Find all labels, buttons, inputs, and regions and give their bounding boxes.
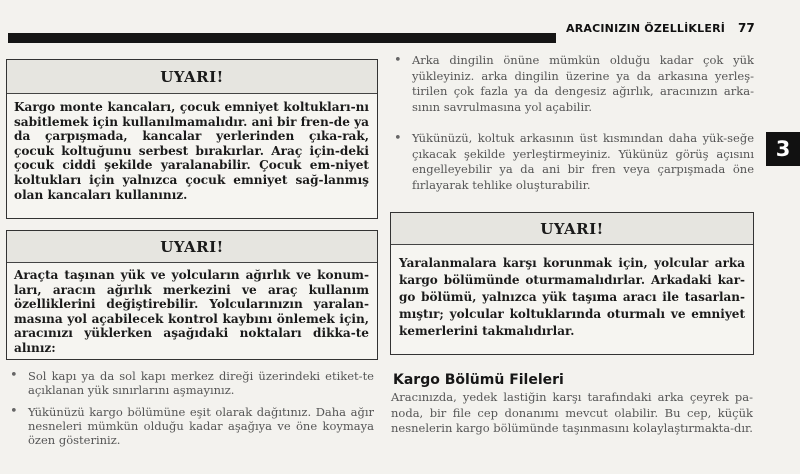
left-bullet-list [8, 369, 374, 447]
chapter-tab: 3 [766, 132, 800, 166]
bullet-dot-icon: • [10, 404, 18, 419]
bullet-dot-icon: • [394, 131, 402, 146]
warning-text: Araçta taşınan yük ve yolcuların ağırlık ve konum-ları, aracın ağırlık merkezini ve araç kullanım özelliklerini değiştirebilir. Yolcularınızın yaralan-masına yol açabilecek kontrol kaybını önlemek için, aracınızı yüklerken aşağıdaki noktaları dikka-te alınız: [14, 268, 369, 355]
warning-title: UYARI! [7, 60, 377, 94]
warning-box-passengers [390, 212, 754, 355]
section-body: Aracınızda, yedek lastiğin karşı tarafındaki arka çeyrek pa-noda, bir file cep donanımı mevcut olabilir. Bu cep, küçük nesnelerin kargo bölümünde taşınmasını kolaylaştırmakta-dır. [391, 390, 753, 435]
list-item [8, 369, 374, 397]
warning-box-load-distribution [6, 230, 378, 360]
warning-box-child-seat [6, 59, 378, 219]
list-item [392, 131, 754, 193]
bullet-text: Yükünüzü, koltuk arkasının üst kısmından daha yük-seğe çıkacak şekilde yerleştirmeyiniz. Yükünüz görüş açısını engelleyebilir ya da ani bir fren veya çarpışmada öne fırlayarak tehlike oluşturabilir. [412, 131, 754, 192]
list-item [8, 405, 374, 447]
bullet-dot-icon: • [394, 53, 402, 68]
warning-text: Kargo monte kancaları, çocuk emniyet koltukları-nı sabitlemek için kullanılmamalıdır. ani bir fren-de ya da çarpışmada, kancalar yerlerinden çıka-rak, çocuk koltuğunu serbest bırakırlar. Araç için-deki çocuk ciddi şekilde yaralanabilir. Çocuk em-niyet koltukları için yalnızca çocuk emniyet sağ-lanmış olan kancaları kullanınız. [14, 100, 369, 202]
warning-title: UYARI! [7, 231, 377, 263]
bullet-text: Yükünüzü kargo bölümüne eşit olarak dağıtınız. Daha ağır nesneleri mümkün olduğu kadar aşağıya ve öne koymaya özen gösteriniz. [28, 405, 374, 447]
warning-text: Yaralanmalara karşı korunmak için, yolcular arka kargo bölümünde oturmamalıdırlar. Arkadaki kar-go bölümü, yalnızca yük taşıma aracı ile tasarlan-mıştır; yolcular koltuklarında oturmalı ve emniyet kemerlerini takmalıdırlar. [399, 256, 745, 338]
bullet-text: Sol kapı ya da sol kapı merkez direği üzerindeki etiket-te açıklanan yük sınırlarını aşmayınız. [28, 369, 374, 397]
right-bullet-list [392, 53, 754, 193]
header-rule [8, 33, 556, 43]
section-heading: Kargo Bölümü Fileleri [393, 372, 564, 388]
running-header: ARACINIZIN ÖZELLİKLERİ [566, 22, 726, 35]
warning-title: UYARI! [391, 213, 753, 245]
page-number: 77 [738, 21, 755, 35]
list-item [392, 53, 754, 115]
bullet-text: Arka dingilin önüne mümkün olduğu kadar çok yük yükleyiniz. arka dingilin üzerine ya da arkasına yerleş-tirilen çok fazla ya da dengesiz ağırlık, aracınızın arka-sının savrulmasına yol açabilir. [412, 53, 754, 114]
bullet-dot-icon: • [10, 368, 18, 383]
